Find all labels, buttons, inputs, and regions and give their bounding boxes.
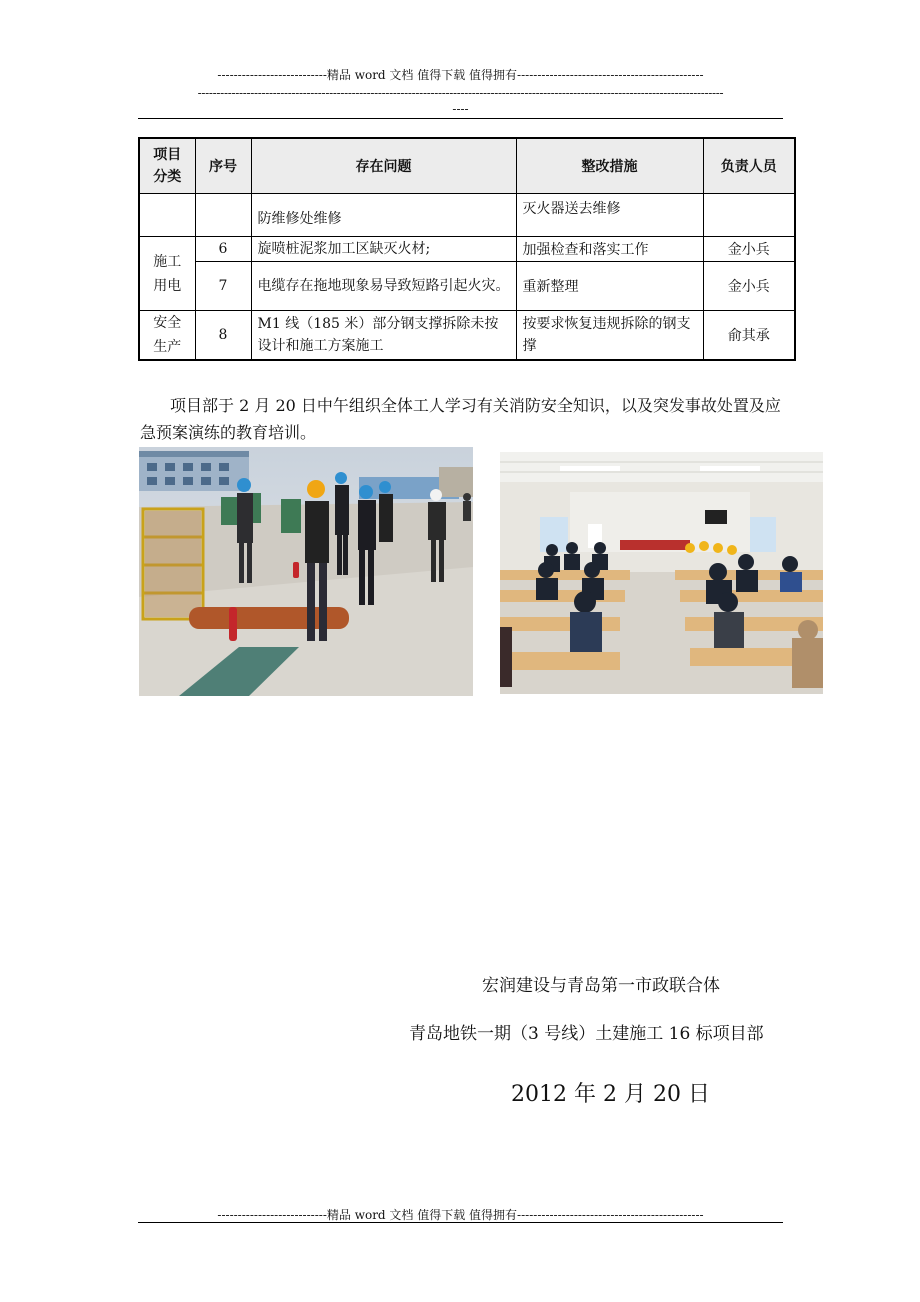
cell-number: 7 [195,262,251,311]
cell-number: 6 [195,237,251,262]
table-row [139,262,795,311]
cell-issue: M1 线（185 米）部分钢支撑拆除未按设计和施工方案施工 [251,311,516,361]
table-row [139,311,795,361]
header-rule [138,118,783,119]
header-issue: 存在问题 [251,138,516,194]
table-header-row [139,138,795,194]
cell-responsible [703,194,795,237]
document-date: 2012 年 2 月 20 日 [511,1082,710,1107]
header-dash-tail: ---- [452,102,469,116]
header-category: 项目 分类 [139,138,195,194]
table-row [139,237,795,262]
table-row [139,194,795,237]
department-name: 青岛地铁一期（3 号线）土建施工 16 标项目部 [409,1024,764,1044]
cell-measure: 重新整理 [516,262,703,311]
cell-issue: 旋喷桩泥浆加工区缺灭火材; [251,237,516,262]
organization-name: 宏润建设与青岛第一市政联合体 [482,976,720,996]
rectification-table [138,137,796,361]
cell-issue: 电缆存在拖地现象易导致短路引起火灾。 [251,262,516,311]
footer-banner: ---------------------------精品 word 文档 值得下载 值得拥有---------------------------------------------- [217,1208,704,1222]
cell-issue: 防维修处维修 [251,194,516,237]
cell-measure: 灭火器送去维修 [516,194,703,237]
cell-responsible: 俞其承 [703,311,795,361]
footer-rule [138,1222,783,1223]
cell-category: 安全 生产 [139,311,195,361]
cell-number: 8 [195,311,251,361]
header-banner: ---------------------------精品 word 文档 值得下载 值得拥有---------------------------------------------- [217,68,704,82]
training-meeting-photo [500,452,823,694]
header-dash-line: -------------------------------------------------------------------------------------------------------------------------------------------- [197,86,724,100]
cell-measure: 按要求恢复违规拆除的钢支撑 [516,311,703,361]
cell-measure: 加强检查和落实工作 [516,237,703,262]
header-responsible: 负责人员 [703,138,795,194]
training-paragraph: 项目部于 2 月 20 日中午组织全体工人学习有关消防安全知识，以及突发事故处置及应急预案演练的教育培训。 [140,396,781,442]
site-inspection-photo [139,447,473,696]
cell-responsible: 金小兵 [703,262,795,311]
cell-number [195,194,251,237]
header-measure: 整改措施 [516,138,703,194]
cell-responsible: 金小兵 [703,237,795,262]
cell-category [139,194,195,237]
header-number: 序号 [195,138,251,194]
cell-category: 施工 用电 [139,237,195,311]
